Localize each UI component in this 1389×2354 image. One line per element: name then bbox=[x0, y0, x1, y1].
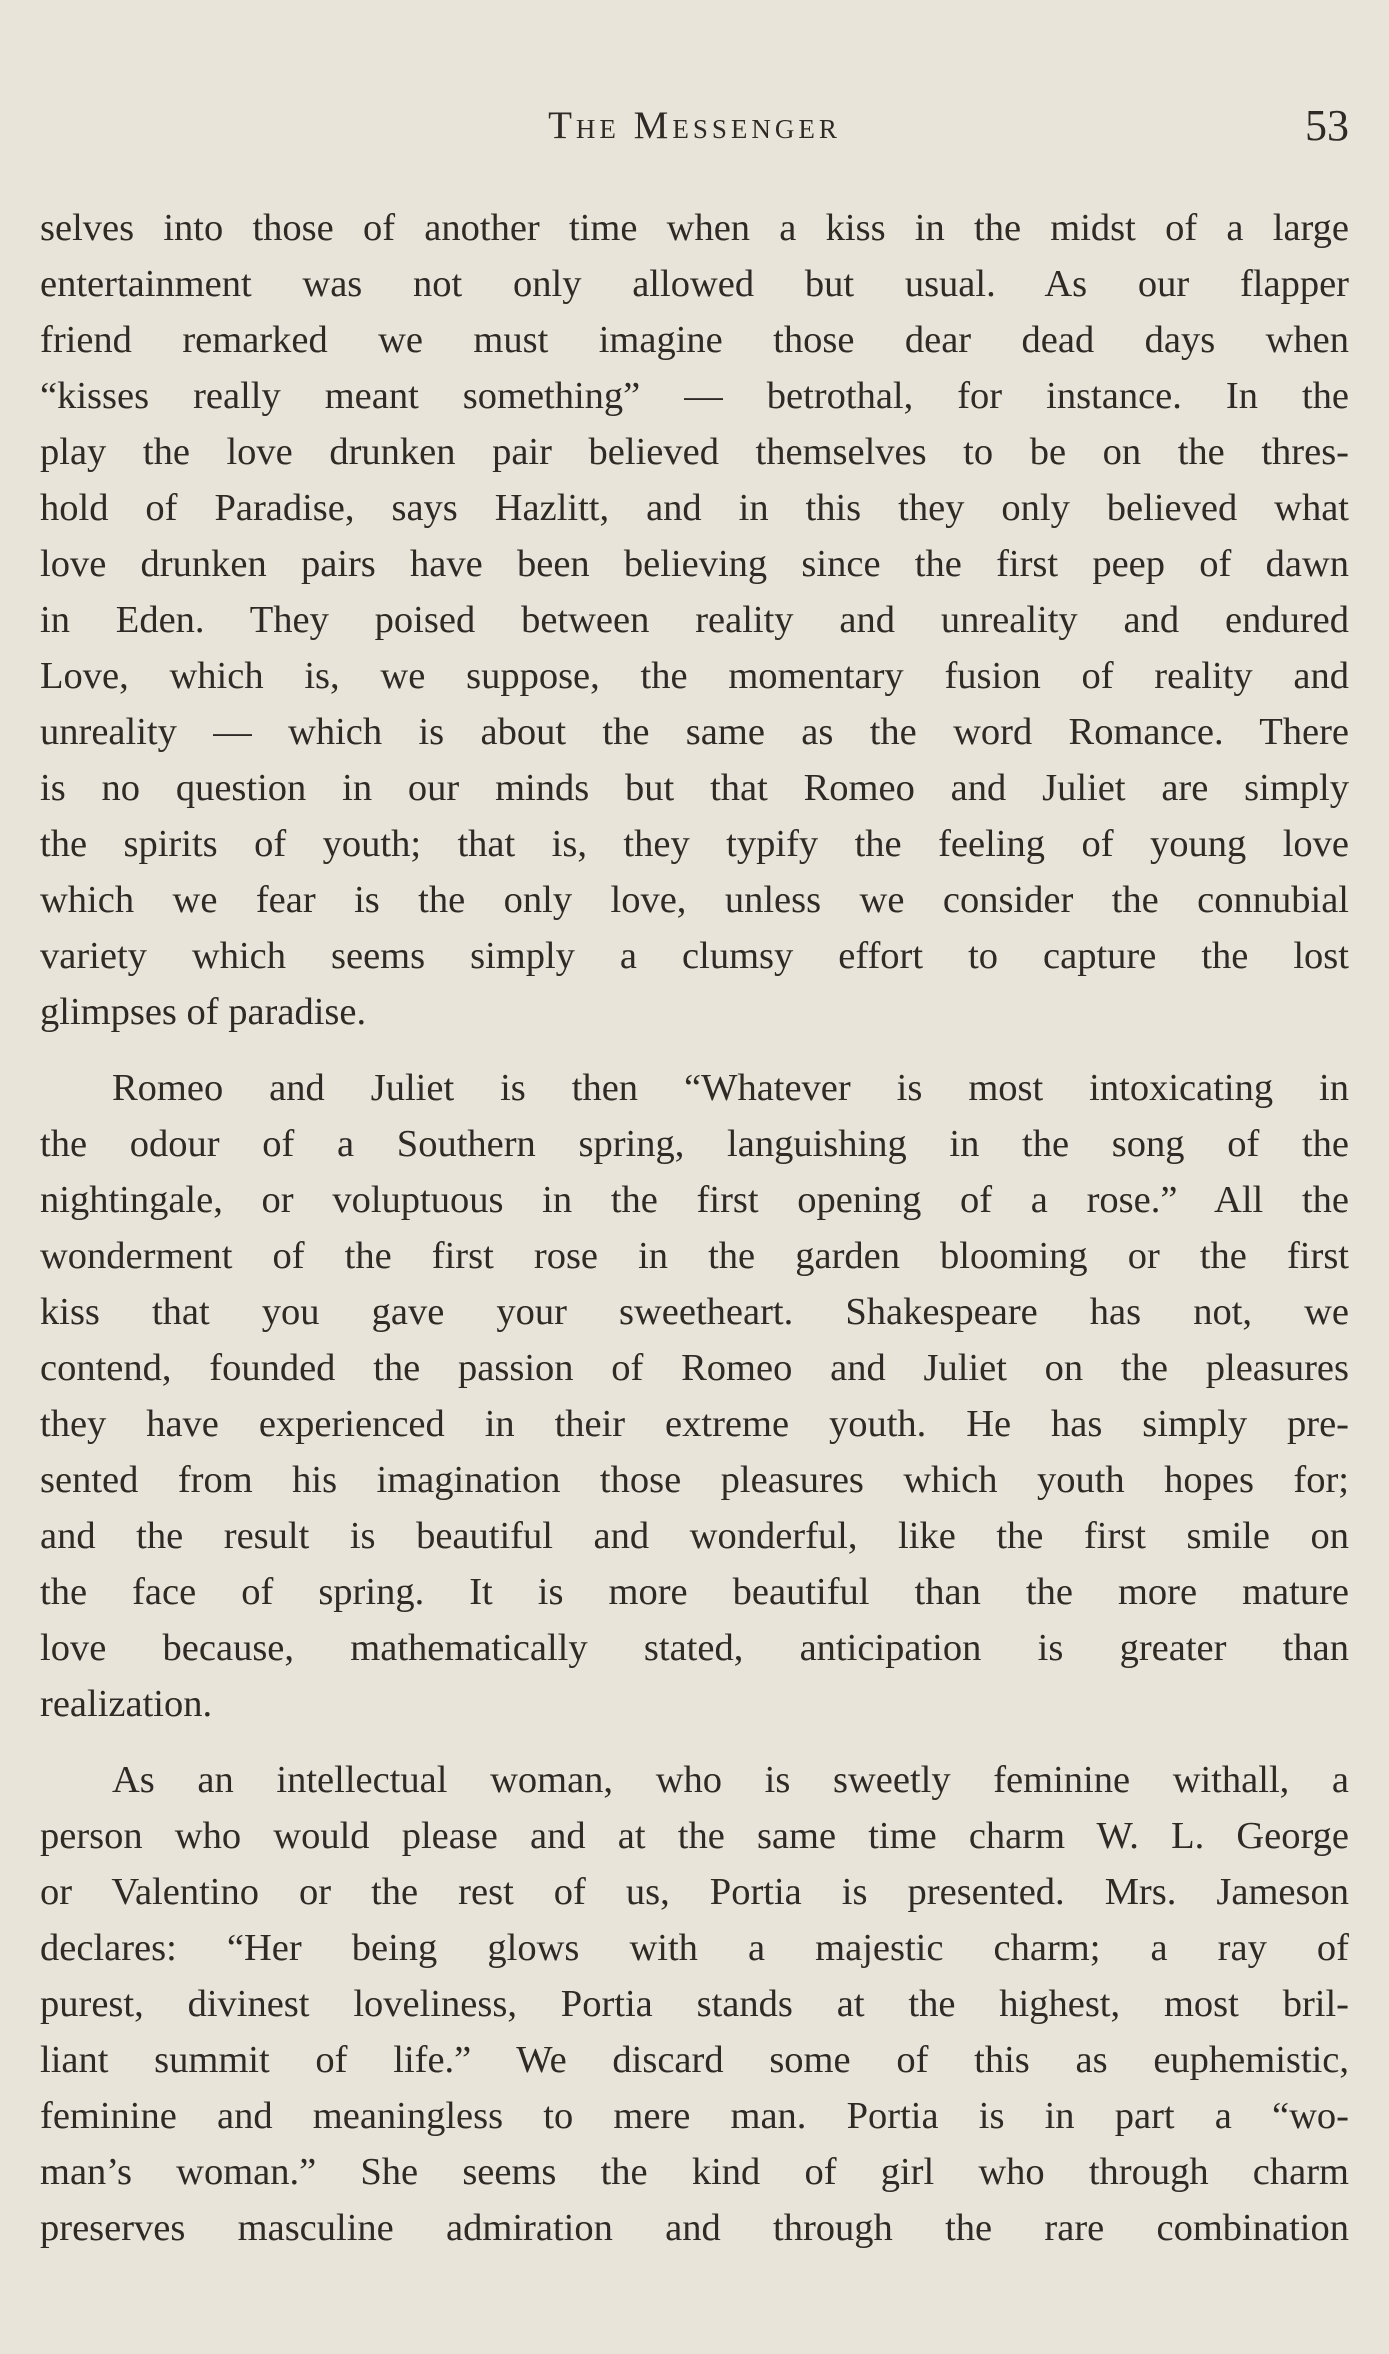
text-line: they have experienced in their extreme youth. He has simply pre- bbox=[40, 1403, 1349, 1445]
journal-title: The Messenger bbox=[548, 104, 841, 147]
text-line: unreality — which is about the same as the word Romance. There bbox=[40, 711, 1349, 753]
text-line: realization. bbox=[40, 1683, 213, 1725]
text-line: preserves masculine admiration and through the rare combination bbox=[40, 2207, 1349, 2249]
text-line: love because, mathematically stated, anticipation is greater than bbox=[40, 1627, 1349, 1669]
body-text bbox=[40, 200, 1349, 2256]
text-line: the spirits of youth; that is, they typify the feeling of young love bbox=[40, 823, 1349, 865]
text-line: “kisses really meant something” — betrothal, for instance. In the bbox=[40, 375, 1349, 417]
text-line: liant summit of life.” We discard some of this as euphemistic, bbox=[40, 2039, 1349, 2081]
text-line: which we fear is the only love, unless we consider the connubial bbox=[40, 879, 1349, 921]
paragraph bbox=[40, 1060, 1349, 1732]
text-line: hold of Paradise, says Hazlitt, and in this they only believed what bbox=[40, 487, 1349, 529]
page-number: 53 bbox=[1305, 101, 1349, 150]
text-line: sented from his imagination those pleasures which youth hopes for; bbox=[40, 1459, 1349, 1501]
text-line: declares: “Her being glows with a majestic charm; a ray of bbox=[40, 1927, 1349, 1969]
paragraph bbox=[40, 1752, 1349, 2256]
text-line: man’s woman.” She seems the kind of girl who through charm bbox=[40, 2151, 1349, 2193]
text-line: the face of spring. It is more beautiful than the more mature bbox=[40, 1571, 1349, 1613]
text-line: play the love drunken pair believed themselves to be on the thres- bbox=[40, 431, 1349, 473]
text-line: Love, which is, we suppose, the momentary fusion of reality and bbox=[40, 655, 1349, 697]
text-line: nightingale, or voluptuous in the first opening of a rose.” All the bbox=[40, 1179, 1349, 1221]
text-line: love drunken pairs have been believing since the first peep of dawn bbox=[40, 543, 1349, 585]
text-line: wonderment of the first rose in the garden blooming or the first bbox=[40, 1235, 1349, 1277]
text-line: contend, founded the passion of Romeo and Juliet on the pleasures bbox=[40, 1347, 1349, 1389]
text-line: As an intellectual woman, who is sweetly feminine withall, a bbox=[112, 1759, 1349, 1801]
text-line: selves into those of another time when a kiss in the midst of a large bbox=[40, 207, 1349, 249]
text-line: kiss that you gave your sweetheart. Shakespeare has not, we bbox=[40, 1291, 1349, 1333]
text-line: glimpses of paradise. bbox=[40, 991, 367, 1033]
text-line: entertainment was not only allowed but usual. As our flapper bbox=[40, 263, 1349, 305]
text-line: person who would please and at the same time charm W. L. George bbox=[40, 1815, 1349, 1857]
text-line: or Valentino or the rest of us, Portia is presented. Mrs. Jameson bbox=[40, 1871, 1349, 1913]
running-head bbox=[40, 96, 1349, 156]
text-line: friend remarked we must imagine those dear dead days when bbox=[40, 319, 1349, 361]
paragraph bbox=[40, 200, 1349, 1040]
text-line: the odour of a Southern spring, languishing in the song of the bbox=[40, 1123, 1349, 1165]
text-line: feminine and meaningless to mere man. Portia is in part a “wo- bbox=[40, 2095, 1349, 2137]
text-line: is no question in our minds but that Romeo and Juliet are simply bbox=[40, 767, 1349, 809]
text-line: and the result is beautiful and wonderful, like the first smile on bbox=[40, 1515, 1349, 1557]
text-line: purest, divinest loveliness, Portia stands at the highest, most bril- bbox=[40, 1983, 1349, 2025]
text-line: Romeo and Juliet is then “Whatever is most intoxicating in bbox=[112, 1067, 1349, 1109]
text-line: in Eden. They poised between reality and unreality and endured bbox=[40, 599, 1349, 641]
text-line: variety which seems simply a clumsy effort to capture the lost bbox=[40, 935, 1349, 977]
